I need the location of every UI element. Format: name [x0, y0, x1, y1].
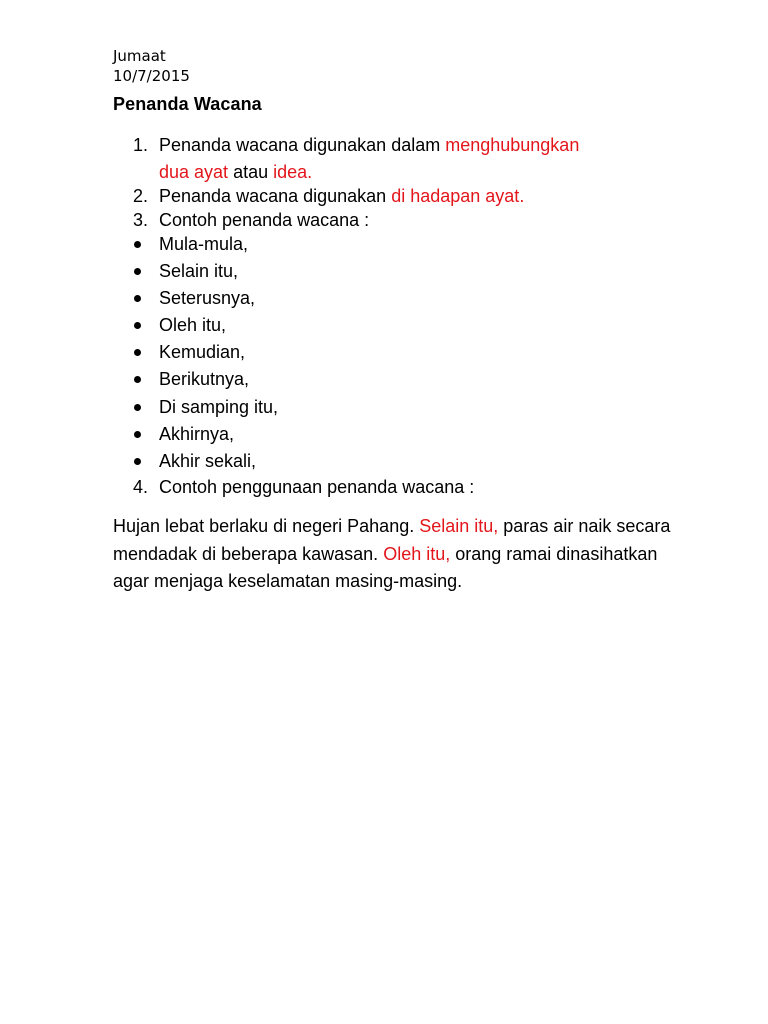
highlight-text: menghubungkan: [445, 135, 580, 155]
bullet-item: Di samping itu,: [159, 397, 279, 417]
bullet-dot: [133, 349, 143, 359]
bullet-dot: [133, 295, 143, 305]
item-text: Penanda wacana digunakan: [159, 186, 392, 206]
header-day: Jumaat: [113, 47, 166, 65]
bullet-item: Mula-mula,: [159, 234, 249, 254]
bullet-item: Akhir sekali,: [159, 451, 257, 471]
bullet-item: Selain itu,: [159, 261, 239, 281]
example-paragraph: [113, 513, 673, 596]
item-text: atau: [228, 162, 274, 182]
item-text: Penanda wacana digunakan dalam: [159, 135, 446, 155]
page-title: Penanda Wacana: [113, 94, 262, 114]
list-number: 2.: [133, 186, 149, 206]
bullet-dot: [133, 458, 143, 468]
bullet-item: Kemudian,: [159, 342, 246, 362]
list-item: Contoh penggunaan penanda wacana :: [159, 477, 475, 497]
list-number: 1.: [133, 135, 149, 155]
bullet-item: Akhirnya,: [159, 424, 235, 444]
highlight-text: di hadapan ayat.: [391, 186, 525, 206]
bullet-dot: [133, 431, 143, 441]
list-number: 4.: [133, 477, 149, 497]
bullet-dot: [133, 404, 143, 414]
bullet-dot: [133, 322, 143, 332]
bullet-item: Oleh itu,: [159, 315, 227, 335]
list-item-continuation: [159, 160, 659, 184]
bullet-dot: [133, 241, 143, 251]
paragraph-text: Hujan lebat berlaku di negeri Pahang.: [113, 516, 420, 536]
highlight-text: dua ayat: [159, 162, 229, 182]
list-item: [159, 184, 659, 208]
bullet-dot: [133, 376, 143, 386]
list-item: Contoh penanda wacana :: [159, 210, 370, 230]
bullet-item: Berikutnya,: [159, 369, 250, 389]
bullet-dot: [133, 268, 143, 278]
list-number: 3.: [133, 210, 149, 230]
header-date: 10/7/2015: [113, 67, 190, 85]
highlight-text: Oleh itu,: [383, 543, 451, 564]
highlight-text: idea.: [273, 162, 313, 182]
paragraph-text: paras air naik secara mendadak di beberapa kawasan.: [113, 516, 671, 564]
list-item: [159, 133, 659, 157]
highlight-text: Selain itu,: [419, 516, 499, 536]
paragraph-text: orang ramai dinasihatkan agar menjaga keselamatan masing-masing.: [113, 543, 658, 591]
bullet-item: Seterusnya,: [159, 288, 256, 308]
